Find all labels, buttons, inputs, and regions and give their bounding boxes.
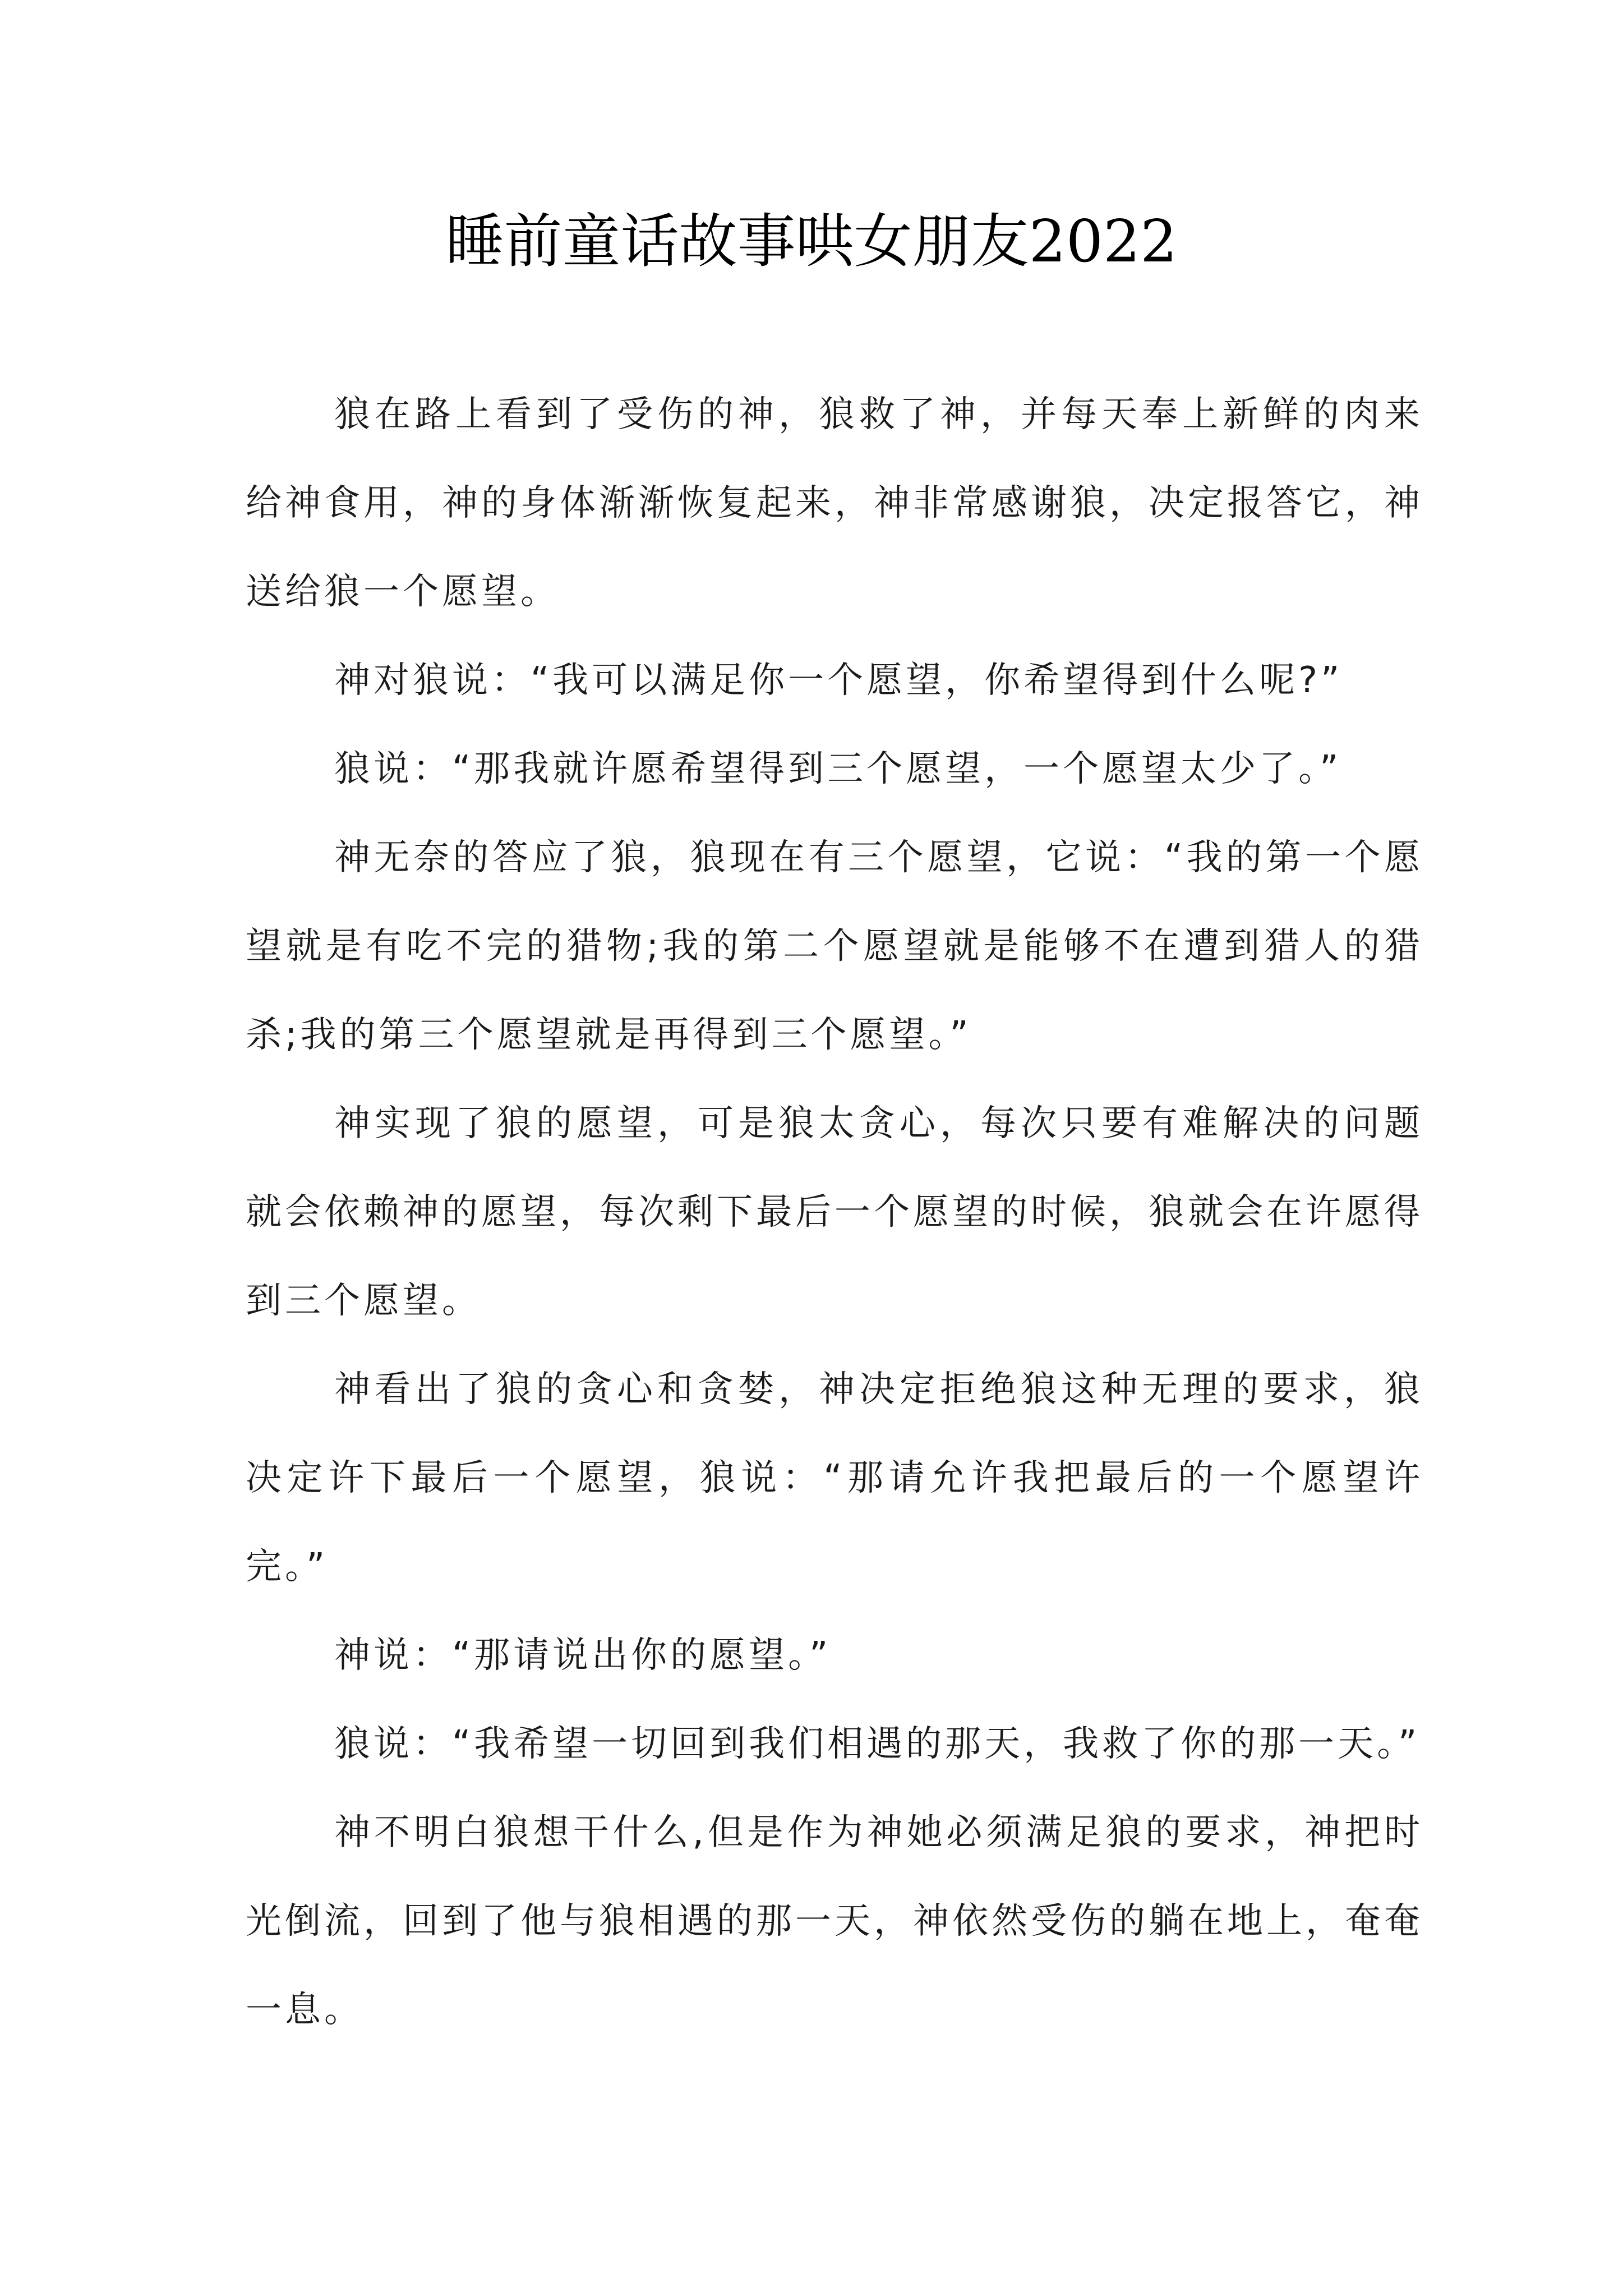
paragraph: 神对狼说：“我可以满足你一个愿望，你希望得到什么呢?” bbox=[334, 660, 1343, 701]
paragraph: 神实现了狼的愿望，可是狼太贪心，每次只要有难解决的问题就会依赖神的愿望，每次剩下最后一个愿望的时候，狼就会在许愿得到三个愿望。 bbox=[246, 1103, 1423, 1322]
document-body bbox=[246, 370, 1423, 2054]
paragraph: 神无奈的答应了狼，狼现在有三个愿望，它说：“我的第一个愿望就是有吃不完的猎物;我的第二个愿望就是能够不在遭到猎人的猎杀;我的第三个愿望就是再得到三个愿望。” bbox=[246, 837, 1423, 1056]
paragraph: 神说：“那请说出你的愿望。” bbox=[334, 1635, 832, 1676]
paragraph: 狼说：“我希望一切回到我们相遇的那天，我救了你的那一天。” bbox=[334, 1723, 1421, 1765]
paragraph: 神不明白狼想干什么,但是作为神她必须满足狼的要求，神把时光倒流，回到了他与狼相遇的那一天，神依然受伤的躺在地上，奄奄一息。 bbox=[246, 1812, 1423, 2031]
paragraph: 狼在路上看到了受伤的神，狼救了神，并每天奉上新鲜的肉来给神食用，神的身体渐渐恢复起来，神非常感谢狼，决定报答它，神送给狼一个愿望。 bbox=[246, 394, 1423, 613]
paragraph: 神看出了狼的贪心和贪婪，神决定拒绝狼这种无理的要求，狼决定许下最后一个愿望，狼说：“那请允许我把最后的一个愿望许完。” bbox=[246, 1369, 1423, 1588]
paragraph: 狼说：“那我就许愿希望得到三个愿望，一个愿望太少了。” bbox=[334, 748, 1342, 790]
document-title: 睡前童话故事哄女朋友2022 bbox=[445, 207, 1178, 275]
